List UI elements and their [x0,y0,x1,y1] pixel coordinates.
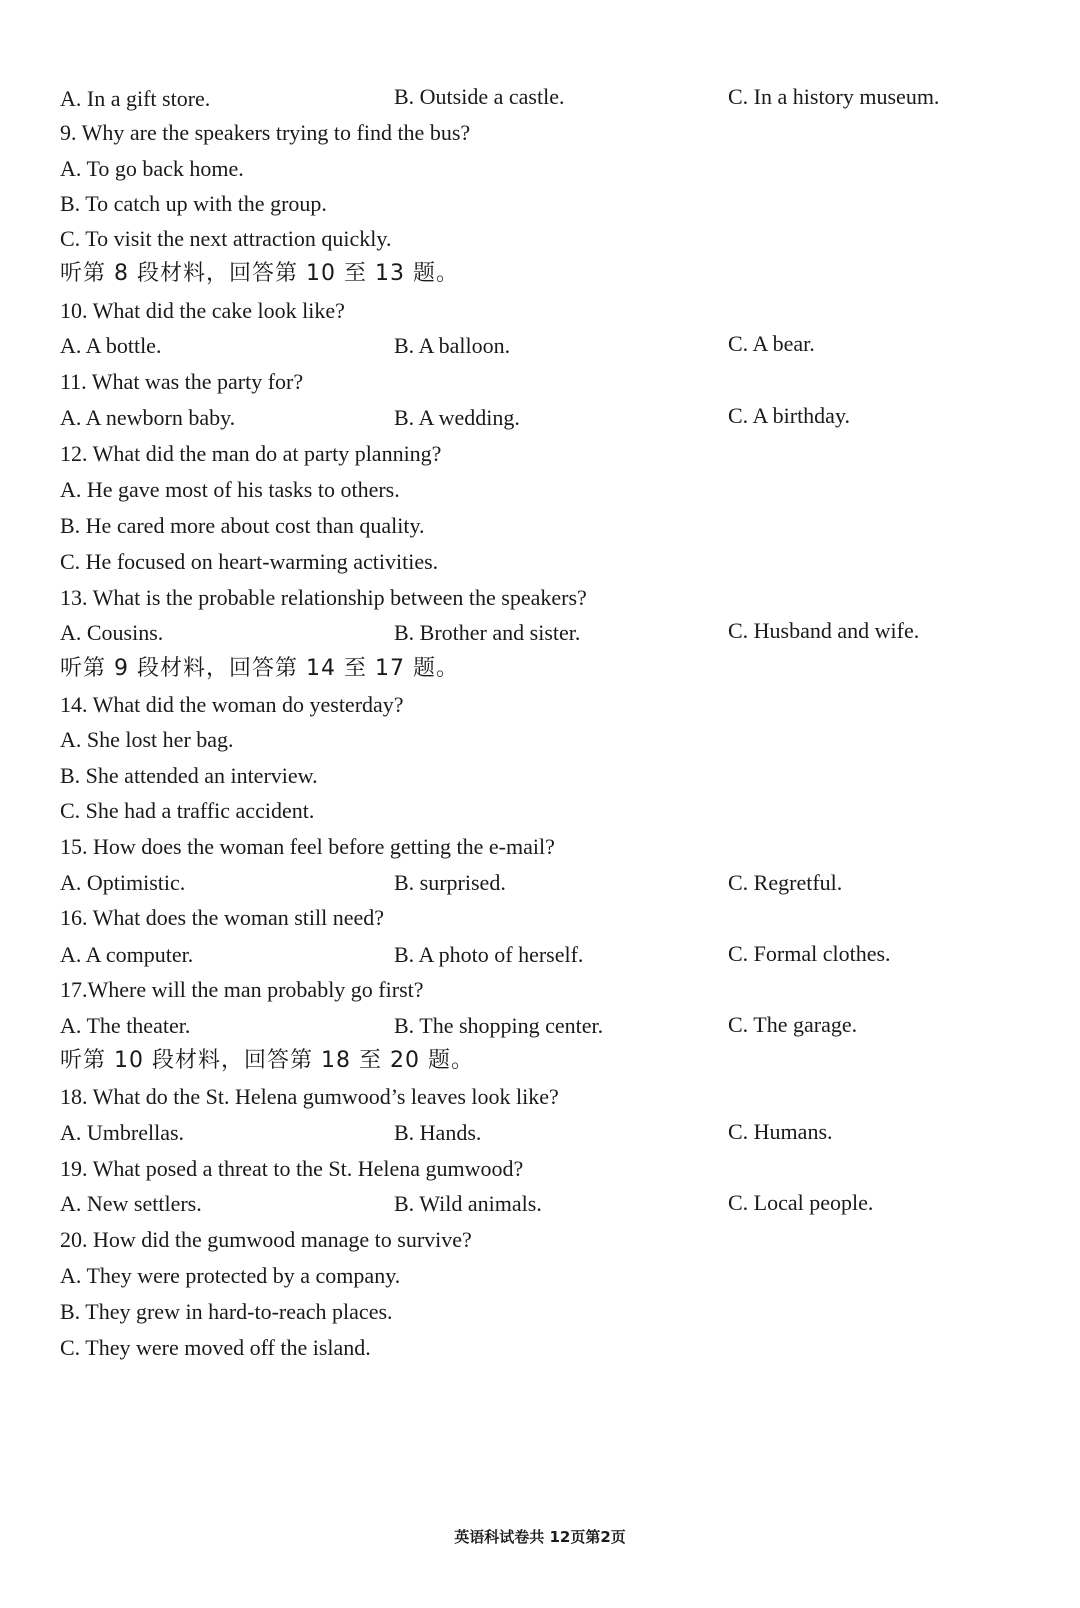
q20-option-a: A. They were protected by a company. [60,1263,401,1288]
q8-option-a: A. In a gift store. [60,86,211,111]
page-footer: 英语科试卷共 12页第2页 [454,1528,626,1546]
q13-option-b: B. Brother and sister. [394,620,581,645]
q13-option-a: A. Cousins. [60,620,164,645]
q16-option-a: A. A computer. [60,942,194,967]
q10-question: 10. What did the cake look like? [60,298,345,323]
q12-option-b: B. He cared more about cost than quality. [60,513,425,538]
q19-option-b: B. Wild animals. [394,1191,542,1216]
q19-question: 19. What posed a threat to the St. Helena gumwood? [60,1156,524,1181]
q12-option-a: A. He gave most of his tasks to others. [60,477,400,502]
q9-option-a: A. To go back home. [60,156,244,181]
section-8-instruction: 听第 8 段材料，回答第 10 至 13 题。 [60,261,459,286]
q11-question: 11. What was the party for? [60,369,304,394]
q15-option-b: B. surprised. [394,870,506,895]
q12-question: 12. What did the man do at party planning? [60,441,442,466]
q18-option-c: C. Humans. [728,1119,833,1144]
q17-option-b: B. The shopping center. [394,1013,604,1038]
q20-option-b: B. They grew in hard-to-reach places. [60,1299,393,1324]
q10-option-b: B. A balloon. [394,333,511,358]
q16-option-c: C. Formal clothes. [728,941,891,966]
q20-question: 20. How did the gumwood manage to survive? [60,1227,472,1252]
q11-option-c: C. A birthday. [728,403,851,428]
q19-option-c: C. Local people. [728,1190,874,1215]
q16-question: 16. What does the woman still need? [60,905,385,930]
q13-question: 13. What is the probable relationship between the speakers? [60,585,587,610]
q15-option-c: C. Regretful. [728,870,843,895]
section-10-instruction: 听第 10 段材料，回答第 18 至 20 题。 [60,1048,474,1073]
q13-option-c: C. Husband and wife. [728,618,920,643]
q14-option-a: A. She lost her bag. [60,727,234,752]
q9-option-c: C. To visit the next attraction quickly. [60,226,392,251]
q19-option-a: A. New settlers. [60,1191,202,1216]
q9-option-b: B. To catch up with the group. [60,191,327,216]
q18-question: 18. What do the St. Helena gumwood’s leaves look like? [60,1084,559,1109]
q11-option-b: B. A wedding. [394,405,520,430]
q18-option-a: A. Umbrellas. [60,1120,185,1145]
q11-option-a: A. A newborn baby. [60,405,236,430]
q14-question: 14. What did the woman do yesterday? [60,692,404,717]
section-9-instruction: 听第 9 段材料，回答第 14 至 17 题。 [60,656,459,681]
q20-option-c: C. They were moved off the island. [60,1335,371,1360]
q9-question: 9. Why are the speakers trying to find the bus? [60,120,471,145]
q17-question: 17.Where will the man probably go first? [60,977,424,1002]
q16-option-b: B. A photo of herself. [394,942,584,967]
q15-question: 15. How does the woman feel before getting the e-mail? [60,834,555,859]
q17-option-c: C. The garage. [728,1012,858,1037]
q17-option-a: A. The theater. [60,1013,191,1038]
q14-option-c: C. She had a traffic accident. [60,798,315,823]
q18-option-b: B. Hands. [394,1120,482,1145]
q12-option-c: C. He focused on heart-warming activities. [60,549,439,574]
q8-option-c: C. In a history museum. [728,84,940,109]
q8-option-b: B. Outside a castle. [394,84,565,109]
q10-option-c: C. A bear. [728,331,815,356]
q15-option-a: A. Optimistic. [60,870,186,895]
q14-option-b: B. She attended an interview. [60,763,318,788]
q10-option-a: A. A bottle. [60,333,162,358]
